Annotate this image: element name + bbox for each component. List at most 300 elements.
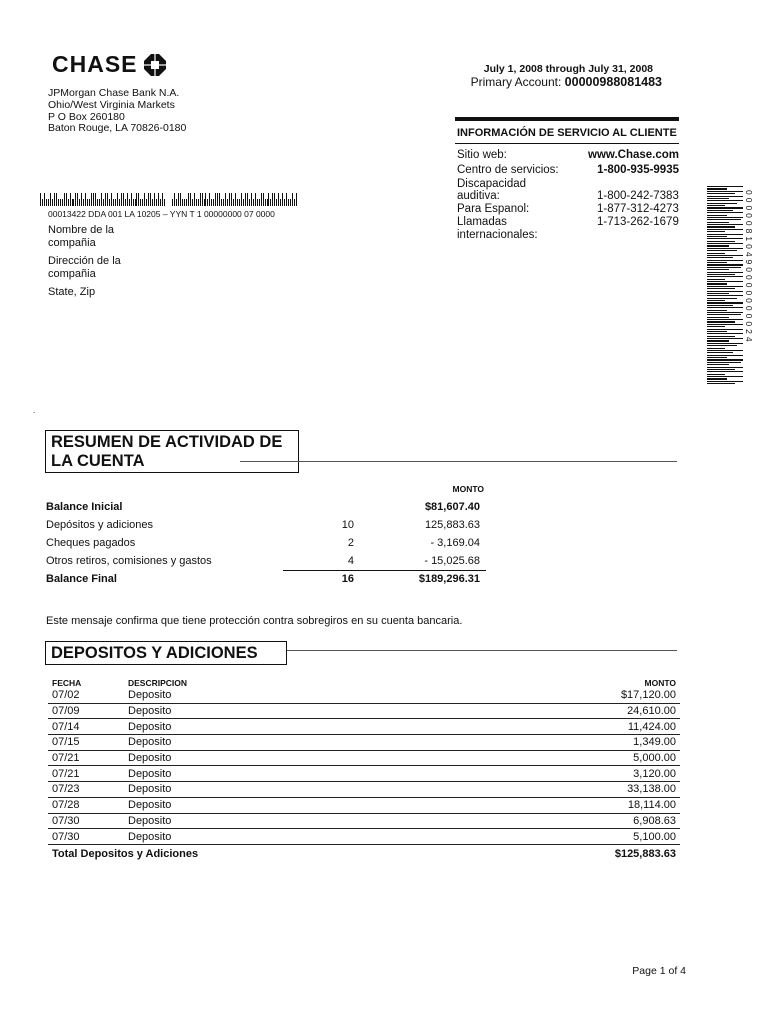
barcode-bar: [707, 207, 743, 208]
barcode-bar: [111, 193, 112, 206]
customer-address: [48, 255, 121, 281]
barcode-bar: [707, 205, 725, 206]
deposit-date: 07/21: [52, 752, 80, 765]
page-number: Page 1 of 4: [632, 965, 686, 977]
summary-row-total: [46, 570, 486, 588]
spanish-value: 1-877-312-4273: [597, 203, 679, 215]
barcode-bar: [707, 343, 743, 344]
deposit-date: 07/30: [52, 814, 80, 827]
barcode-bar: [707, 352, 733, 353]
barcode-bar: [62, 199, 63, 206]
deaf-label-1: Discapacidad: [457, 178, 527, 190]
barcode-bar: [707, 269, 729, 270]
service-row-intl: [457, 216, 679, 229]
barcode-bar: [707, 350, 743, 351]
barcode-bar: [707, 222, 729, 223]
barcode-bar: [707, 215, 727, 216]
barcode-bar: [138, 193, 139, 206]
table-row: [48, 735, 680, 751]
barcode-bar: [144, 193, 145, 206]
summary-rule: [240, 461, 677, 462]
deposit-date: 07/02: [52, 689, 80, 702]
barcode-bar: [89, 199, 90, 206]
center-value: 1-800-935-9935: [597, 164, 679, 176]
barcode-bar: [217, 193, 218, 206]
deposits-total-label: Total Depositos y Adiciones: [52, 847, 199, 860]
customer-state: State, Zip: [48, 286, 96, 298]
summary-label: Otros retiros, comisiones y gastos: [46, 555, 212, 567]
barcode-bar: [282, 193, 283, 206]
summary-table: [46, 484, 486, 588]
summary-amount: - 3,169.04: [430, 537, 480, 549]
table-row: [48, 814, 680, 830]
barcode-bar: [68, 199, 69, 206]
deposits-total-amount: $125,883.63: [614, 847, 676, 860]
barcode-bar: [48, 199, 49, 206]
web-value[interactable]: www.Chase.com: [588, 149, 679, 161]
deposits-title-box: [45, 641, 287, 665]
header-desc: DESCRIPCION: [128, 678, 188, 688]
chase-octagon-icon: [144, 54, 166, 76]
deposit-desc: Deposito: [128, 830, 172, 843]
barcode-bar: [129, 199, 130, 206]
barcode-bar: [192, 199, 193, 206]
barcode-bar: [133, 199, 134, 206]
deposit-desc: Deposito: [128, 799, 172, 812]
barcode-bar: [707, 279, 725, 280]
barcode-bar: [707, 300, 725, 301]
service-row-deaf-2: [457, 190, 679, 203]
barcode-bar: [245, 193, 246, 206]
bank-market: Ohio/West Virginia Markets: [48, 98, 175, 111]
barcode-bar: [707, 262, 727, 263]
barcode-bar: [142, 199, 143, 206]
barcode-bar: [91, 193, 92, 206]
barcode-bar: [146, 199, 147, 206]
barcode-bar: [75, 193, 76, 206]
barcode-bar: [121, 193, 122, 206]
barcode-bar: [707, 329, 743, 330]
table-row: [48, 704, 680, 720]
summary-amount: $81,607.40: [424, 501, 480, 513]
barcode-bar: [707, 264, 743, 265]
barcode-bar: [707, 283, 727, 284]
barcode-bar: [117, 193, 118, 206]
summary-amount: - 15,025.68: [424, 555, 480, 567]
barcode-bar: [278, 193, 279, 206]
barcode-bar: [707, 305, 733, 306]
barcode-bar: [707, 193, 735, 194]
barcode-bar: [127, 193, 128, 206]
barcode-bar: [707, 186, 743, 187]
barcode-bar: [188, 193, 189, 206]
barcode-bar: [115, 199, 116, 206]
primary-account: [400, 75, 662, 89]
barcode-bar: [54, 193, 55, 206]
customer-name-line-1: Nombre de la: [48, 224, 115, 236]
vertical-barcode: [707, 186, 743, 389]
barcode-bar: [50, 193, 51, 206]
barcode-bar: [707, 238, 743, 239]
barcode-bar: [215, 193, 216, 206]
deposit-amount: 6,908.63: [633, 814, 676, 827]
barcode-bar: [707, 295, 743, 296]
barcode-bar: [131, 193, 132, 206]
barcode-bar: [249, 199, 250, 206]
barcode-bar: [707, 331, 727, 332]
barcode-bar: [707, 381, 743, 382]
barcode-bar: [272, 193, 273, 206]
barcode-bar: [276, 199, 277, 206]
barcode-bar: [87, 199, 88, 206]
intl-label-1: Llamadas: [457, 216, 507, 228]
summary-label: Depósitos y adiciones: [46, 519, 154, 531]
service-row-deaf: [457, 178, 679, 191]
barcode-bar: [204, 199, 205, 206]
barcode-bar: [707, 203, 737, 204]
summary-row: [46, 516, 486, 534]
barcode-bar: [60, 199, 61, 206]
barcode-bar: [707, 250, 737, 251]
barcode-bar: [251, 193, 252, 206]
vertical-barcode-number: 00000810490000000024: [744, 190, 754, 345]
barcode-bar: [707, 371, 743, 372]
barcode-bar: [99, 199, 100, 206]
barcode-bar: [288, 199, 289, 206]
barcode-bar: [290, 199, 291, 206]
barcode-bar: [209, 193, 210, 206]
deaf-value: 1-800-242-7383: [597, 190, 679, 202]
barcode-bar: [233, 199, 234, 206]
deposits-total-row: [48, 845, 680, 863]
barcode-bar: [66, 193, 67, 206]
barcode-bar: [135, 199, 136, 206]
barcode-bar: [190, 193, 191, 206]
summary-amount: $189,296.31: [418, 573, 480, 585]
service-row-web: [457, 149, 679, 162]
barcode-bar: [707, 274, 735, 275]
deposits-rule: [287, 650, 677, 651]
barcode-bar: [46, 199, 47, 206]
barcode-bar: [160, 199, 161, 206]
barcode-bar: [154, 193, 155, 206]
barcode-bar: [707, 217, 743, 218]
barcode-bar: [267, 199, 268, 206]
bank-po-box: P O Box 260180: [48, 110, 125, 123]
primary-account-label: Primary Account:: [470, 75, 562, 89]
bank-name: JPMorgan Chase Bank N.A.: [48, 87, 180, 99]
barcode-bar: [213, 199, 214, 206]
barcode-bar: [294, 199, 295, 206]
barcode-bar: [261, 193, 262, 206]
barcode-bar: [707, 326, 725, 327]
barcode-bar: [707, 307, 743, 308]
barcode-bar: [64, 193, 65, 206]
barcode-bar: [263, 193, 264, 206]
barcode-bar: [707, 248, 743, 249]
deposit-date: 07/21: [52, 767, 80, 780]
deposit-amount: 5,000.00: [633, 752, 676, 765]
header-date: FECHA: [52, 678, 82, 688]
barcode-bar: [162, 193, 163, 206]
barcode-bar: [707, 267, 741, 268]
barcode-bar: [184, 199, 185, 206]
summary-count: 4: [347, 555, 354, 567]
barcode-bar: [231, 193, 232, 206]
barcode-bar: [292, 193, 293, 206]
barcode-bar: [44, 193, 45, 206]
deposit-date: 07/09: [52, 705, 80, 718]
barcode-bar: [85, 193, 86, 206]
barcode-bar: [229, 193, 230, 206]
table-row: [48, 751, 680, 767]
barcode-bar: [707, 348, 725, 349]
customer-address-line-1: Dirección de la: [48, 255, 121, 267]
intl-value: 1-713-262-1679: [597, 216, 679, 228]
barcode-bar: [255, 193, 256, 206]
summary-amount-header: MONTO: [452, 484, 484, 494]
barcode-bar: [707, 317, 729, 318]
deposit-amount: 18,114.00: [627, 799, 676, 812]
barcode-bar: [148, 193, 149, 206]
statement-period: July 1, 2008 through July 31, 2008: [483, 63, 653, 75]
deposits-title: DEPOSITOS Y ADICIONES: [51, 644, 258, 662]
barcode-bar: [707, 241, 735, 242]
barcode-bar: [259, 199, 260, 206]
barcode-bar: [186, 199, 187, 206]
barcode-bar: [164, 199, 165, 206]
barcode-bar: [52, 199, 53, 206]
center-label: Centro de servicios:: [457, 164, 559, 176]
barcode-bar: [77, 193, 78, 206]
deposit-amount: 1,349.00: [633, 736, 676, 749]
barcode-bar: [707, 367, 743, 368]
barcode-bar: [707, 321, 735, 322]
deposit-amount: 24,610.00: [627, 705, 676, 718]
barcode-bar: [707, 255, 743, 256]
barcode-bar: [707, 333, 743, 334]
barcode-bar: [707, 369, 735, 370]
barcode-bar: [707, 253, 725, 254]
barcode-bar: [182, 199, 183, 206]
barcode-bar: [243, 199, 244, 206]
summary-row: [46, 552, 486, 570]
barcode-bar: [196, 199, 197, 206]
deposit-amount: 11,424.00: [627, 720, 676, 733]
deposit-desc: Deposito: [128, 814, 172, 827]
barcode-bar: [268, 193, 269, 206]
barcode-bar: [202, 193, 203, 206]
barcode-bar: [707, 312, 743, 313]
barcode-bar: [95, 193, 96, 206]
barcode-bar: [707, 198, 729, 199]
barcode-bar: [56, 193, 57, 206]
barcode-bar: [280, 199, 281, 206]
barcode-bar: [237, 199, 238, 206]
barcode-bar: [707, 338, 743, 339]
barcode-bar: [225, 193, 226, 206]
barcode-bar: [200, 193, 201, 206]
barcode-bar: [156, 199, 157, 206]
summary-total-rule: [283, 570, 486, 571]
service-row-center: [457, 164, 679, 177]
summary-title-box: [45, 430, 299, 473]
barcode-bar: [707, 291, 743, 292]
summary-label: Balance Inicial: [46, 501, 123, 513]
barcode-bar: [79, 199, 80, 206]
barcode-bar: [707, 364, 729, 365]
table-row: [48, 829, 680, 845]
summary-count: 16: [341, 573, 354, 585]
barcode-bar: [176, 199, 177, 206]
table-row: [48, 782, 680, 798]
barcode-bar: [211, 199, 212, 206]
barcode-bar: [707, 196, 743, 197]
barcode-bar: [707, 231, 725, 232]
summary-label: Balance Final: [46, 573, 117, 585]
scan-line: 00013422 DDA 001 LA 10205 – YYN T 1 00000000 07 0000: [48, 209, 275, 219]
barcode-bar: [707, 293, 729, 294]
barcode-bar: [707, 260, 743, 261]
barcode-bar: [257, 199, 258, 206]
summary-count: 10: [341, 519, 354, 531]
deposit-date: 07/23: [52, 783, 80, 796]
summary-row: [46, 498, 486, 516]
barcode-bar: [125, 199, 126, 206]
barcode-bar: [103, 199, 104, 206]
barcode-bar: [97, 199, 98, 206]
barcode-bar: [152, 199, 153, 206]
barcode-bar: [113, 199, 114, 206]
barcode-bar: [707, 376, 743, 377]
barcode-bar: [174, 193, 175, 206]
intl-label-2: internacionales:: [457, 229, 538, 241]
barcode-bar: [707, 243, 743, 244]
barcode-bar: [707, 355, 743, 356]
service-row-spanish: [457, 203, 679, 216]
table-row: [48, 766, 680, 782]
barcode-bar: [707, 324, 743, 325]
summary-count: 2: [347, 537, 354, 549]
bank-address: [48, 88, 186, 135]
deposit-date: 07/30: [52, 830, 80, 843]
barcode-bar: [101, 193, 102, 206]
barcode-bar: [119, 199, 120, 206]
barcode-bar: [219, 193, 220, 206]
barcode-bar: [707, 340, 729, 341]
barcode-bar: [707, 245, 729, 246]
summary-title-line-2: LA CUENTA: [51, 452, 145, 470]
header-amount: MONTO: [644, 678, 676, 688]
spanish-label: Para Espanol:: [457, 203, 530, 215]
deposits-table: [48, 676, 680, 863]
barcode-bar: [707, 191, 743, 192]
barcode-bar: [198, 199, 199, 206]
barcode-bar: [150, 193, 151, 206]
barcode-bar: [70, 193, 71, 206]
deposit-date: 07/28: [52, 799, 80, 812]
barcode-bar: [707, 336, 735, 337]
barcode-bar: [707, 200, 743, 201]
barcode-bar: [221, 199, 222, 206]
service-top-bar: [455, 117, 679, 121]
barcode-bar: [707, 286, 743, 287]
summary-amount: 125,883.63: [424, 519, 480, 531]
barcode-bar: [265, 199, 266, 206]
barcode-bar: [296, 193, 297, 206]
barcode-bar: [707, 302, 743, 303]
service-row-intl-2: [457, 229, 679, 242]
barcode-bar: [284, 199, 285, 206]
service-divider: [455, 143, 679, 144]
barcode-bar: [247, 193, 248, 206]
barcode-bar: [107, 193, 108, 206]
barcode-bar: [707, 229, 743, 230]
summary-title-line-1: RESUMEN DE ACTIVIDAD DE: [51, 433, 283, 451]
barcode-bar: [42, 199, 43, 206]
barcode-bar: [172, 199, 173, 206]
barcode-bar: [707, 234, 743, 235]
deposit-desc: Deposito: [128, 720, 172, 733]
barcode-bar: [707, 310, 727, 311]
barcode-bar: [253, 199, 254, 206]
customer-address-line-2: compañia: [48, 268, 96, 280]
barcode-bar: [194, 193, 195, 206]
barcode-bar: [136, 193, 137, 206]
barcode-bar: [180, 193, 181, 206]
deposit-desc: Deposito: [128, 752, 172, 765]
barcode-bar: [223, 199, 224, 206]
deposit-desc: Deposito: [128, 705, 172, 718]
table-row: [48, 719, 680, 735]
barcode-bar: [235, 193, 236, 206]
barcode-bar: [274, 193, 275, 206]
primary-account-number: 00000988081483: [564, 75, 662, 89]
barcode-bar: [93, 193, 94, 206]
barcode-bar: [205, 193, 206, 206]
bank-city: Baton Rouge, LA 70826-0180: [48, 122, 187, 135]
table-row: [48, 688, 680, 704]
barcode-bar: [707, 362, 741, 363]
deposit-desc: Deposito: [128, 689, 172, 702]
barcode-bar: [239, 199, 240, 206]
barcode-bar: [707, 219, 741, 220]
barcode-bar: [83, 199, 84, 206]
summary-label: Cheques pagados: [46, 537, 136, 549]
barcode-bar: [707, 276, 743, 277]
barcode-bar: [707, 298, 737, 299]
barcode-bar: [286, 193, 287, 206]
barcode-bar: [207, 199, 208, 206]
barcode-bar: [707, 226, 735, 227]
deposit-amount: 33,138.00: [627, 783, 676, 796]
barcode-bar: [707, 378, 727, 379]
deposit-desc: Deposito: [128, 736, 172, 749]
logo-text: CHASE: [52, 51, 138, 77]
deposit-date: 07/15: [52, 736, 80, 749]
deposit-amount: $17,120.00: [620, 689, 676, 702]
barcode-bar: [58, 199, 59, 206]
barcode-bar: [109, 199, 110, 206]
barcode-bar: [707, 288, 735, 289]
deposit-desc: Deposito: [128, 783, 172, 796]
chase-logo: [52, 51, 166, 78]
postal-barcode: [40, 193, 298, 206]
barcode-bar: [707, 383, 735, 384]
barcode-bar: [707, 319, 743, 320]
barcode-bar: [707, 212, 743, 213]
service-title: INFORMACIÓN DE SERVICIO AL CLIENTE: [457, 127, 677, 139]
